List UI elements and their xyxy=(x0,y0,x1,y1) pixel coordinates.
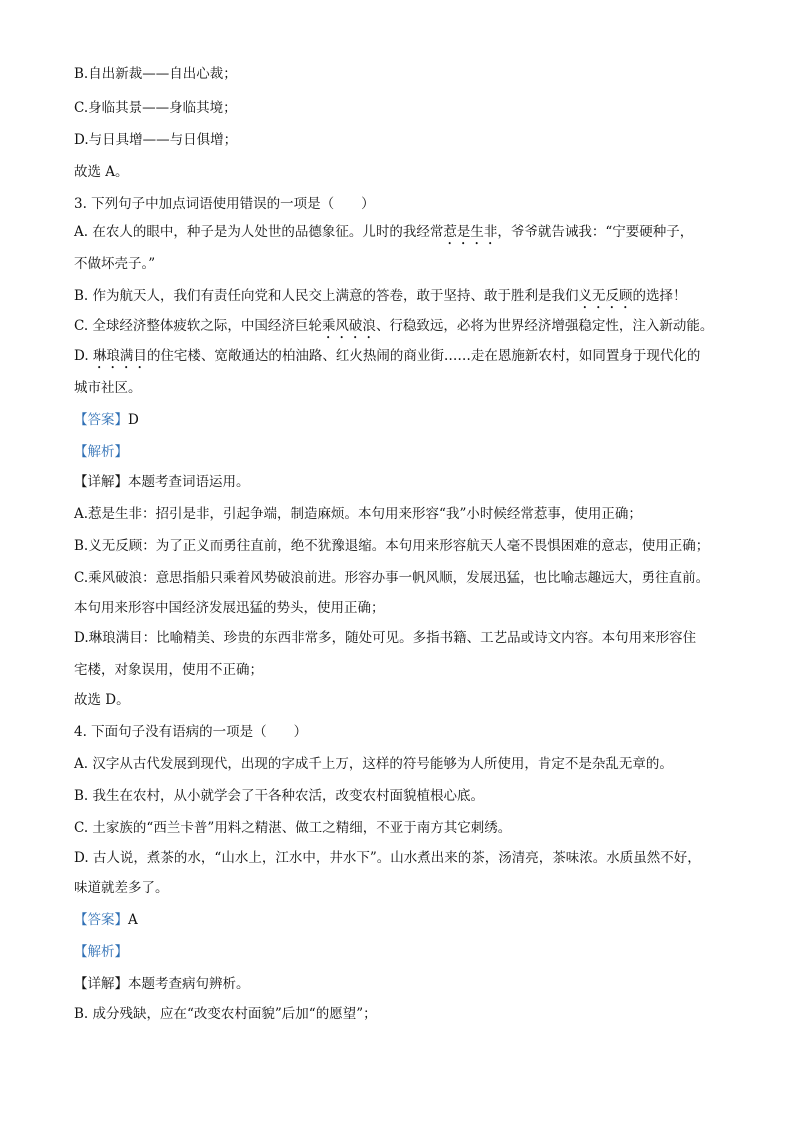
explain-c-1: C.乘风破浪：意思指船只乘着风势破浪前进。形容办事一帆风顺，发展迅猛，也比喻志趣远大，勇往直前。 xyxy=(74,570,710,586)
q3-a-pre: A. 在农人的眼中，种子是为人处世的品德象征。儿时的我经常 xyxy=(74,224,444,240)
option-d-previous: D.与日具增——与日俱增； xyxy=(74,132,238,148)
detail-label: 【详解】 xyxy=(74,474,128,490)
q3-d-post: 的住宅楼、宽敞通达的柏油路、红火热闹的商业街……走在恩施新农村，如同置身于现代化的 xyxy=(146,348,701,364)
q3-a-post: ，爷爷就告诫我：“宁要硬种子， xyxy=(497,224,694,240)
q3-c-pre: C. 全球经济整体疲软之际，中国经济巨轮 xyxy=(74,318,322,334)
q4-option-b: B. 我生在农村，从小就学会了干各种农活，改变农村面貌植根心底。 xyxy=(74,788,485,804)
q4-option-d-2: 味道就差多了。 xyxy=(74,880,169,896)
q3-option-c xyxy=(74,316,753,342)
q3-b-dotted: 义无反顾 xyxy=(578,288,633,304)
q3-option-a xyxy=(74,222,753,248)
detail-label: 【详解】 xyxy=(74,976,128,992)
q3-option-d-cont: 城市社区。 xyxy=(74,380,142,396)
q3-b-pre: B. 作为航天人，我们有责任向党和人民交上满意的答卷，敢于坚持、敢于胜利是我们 xyxy=(74,288,579,304)
explain-4-b: B. 成分残缺，应在“改变农村面貌”后加“的愿望”； xyxy=(74,1006,377,1022)
q3-b-post: 的选择！ xyxy=(632,288,687,304)
q3-option-b xyxy=(74,286,753,312)
answer-3 xyxy=(74,410,753,430)
q3-d-pre: D. xyxy=(74,348,93,364)
question-3: 3. 下列句子中加点词语使用错误的一项是（ ） xyxy=(74,196,375,212)
explain-c-2: 本句用来形容中国经济发展迅猛的势头，使用正确； xyxy=(74,600,385,616)
q3-option-a-cont: 不做坏壳子。” xyxy=(74,256,156,272)
q3-a-dotted: 惹是生非 xyxy=(443,224,498,240)
q4-option-a: A. 汉字从古代发展到现代，出现的字成千上万，这样的符号能够为人所使用，肯定不是杂乱无章的。 xyxy=(74,756,673,772)
choose-a-line: 故选 A。 xyxy=(74,164,129,180)
answer-label: 【答案】 xyxy=(74,412,128,428)
detail-text: 本题考查词语运用。 xyxy=(128,474,250,490)
q4-option-d-1: D. 古人说，煮茶的水，“山水上，江水中，井水下”。山水煮出来的茶，汤清亮，茶味浓。水质虽然不好， xyxy=(74,850,701,866)
q3-c-post: 、行稳致远，必将为世界经济增强稳定性，注入新动能。 xyxy=(375,318,714,334)
explain-a: A.惹是生非：招引是非，引起争端，制造麻烦。本句用来形容“我”小时候经常惹事，使用正确； xyxy=(74,506,642,522)
q3-d-dotted: 琳琅满目 xyxy=(92,348,147,364)
option-b-previous: B.自出新裁——自出心裁； xyxy=(74,66,237,82)
detail-4 xyxy=(74,974,753,994)
q3-c-dotted: 乘风破浪 xyxy=(321,318,376,334)
explain-d-1: D.琳琅满目：比喻精美、珍贵的东西非常多，随处可见。多指书籍、工艺品或诗文内容。本句用来形容住 xyxy=(74,630,697,646)
choose-d-line: 故选 D。 xyxy=(74,692,130,708)
analysis-3-label: 【解析】 xyxy=(74,444,128,460)
answer-value: A xyxy=(128,912,138,928)
answer-4 xyxy=(74,910,753,930)
analysis-4-label: 【解析】 xyxy=(74,944,128,960)
q4-option-c: C. 土家族的“西兰卡普”用料之精湛、做工之精细，不亚于南方其它刺绣。 xyxy=(74,820,512,836)
answer-label: 【答案】 xyxy=(74,912,128,928)
option-c-previous: C.身临其景——身临其境； xyxy=(74,100,237,116)
answer-value: D xyxy=(128,412,139,428)
detail-text: 本题考查病句辨析。 xyxy=(128,976,250,992)
question-4: 4. 下面句子没有语病的一项是（ ） xyxy=(74,724,308,740)
explain-d-2: 宅楼，对象误用，使用不正确； xyxy=(74,662,263,678)
detail-3 xyxy=(74,472,753,492)
q3-option-d xyxy=(74,346,753,372)
explain-b: B.义无反顾：为了正义而勇往直前，绝不犹豫退缩。本句用来形容航天人毫不畏惧困难的意志，使用正确； xyxy=(74,538,710,554)
